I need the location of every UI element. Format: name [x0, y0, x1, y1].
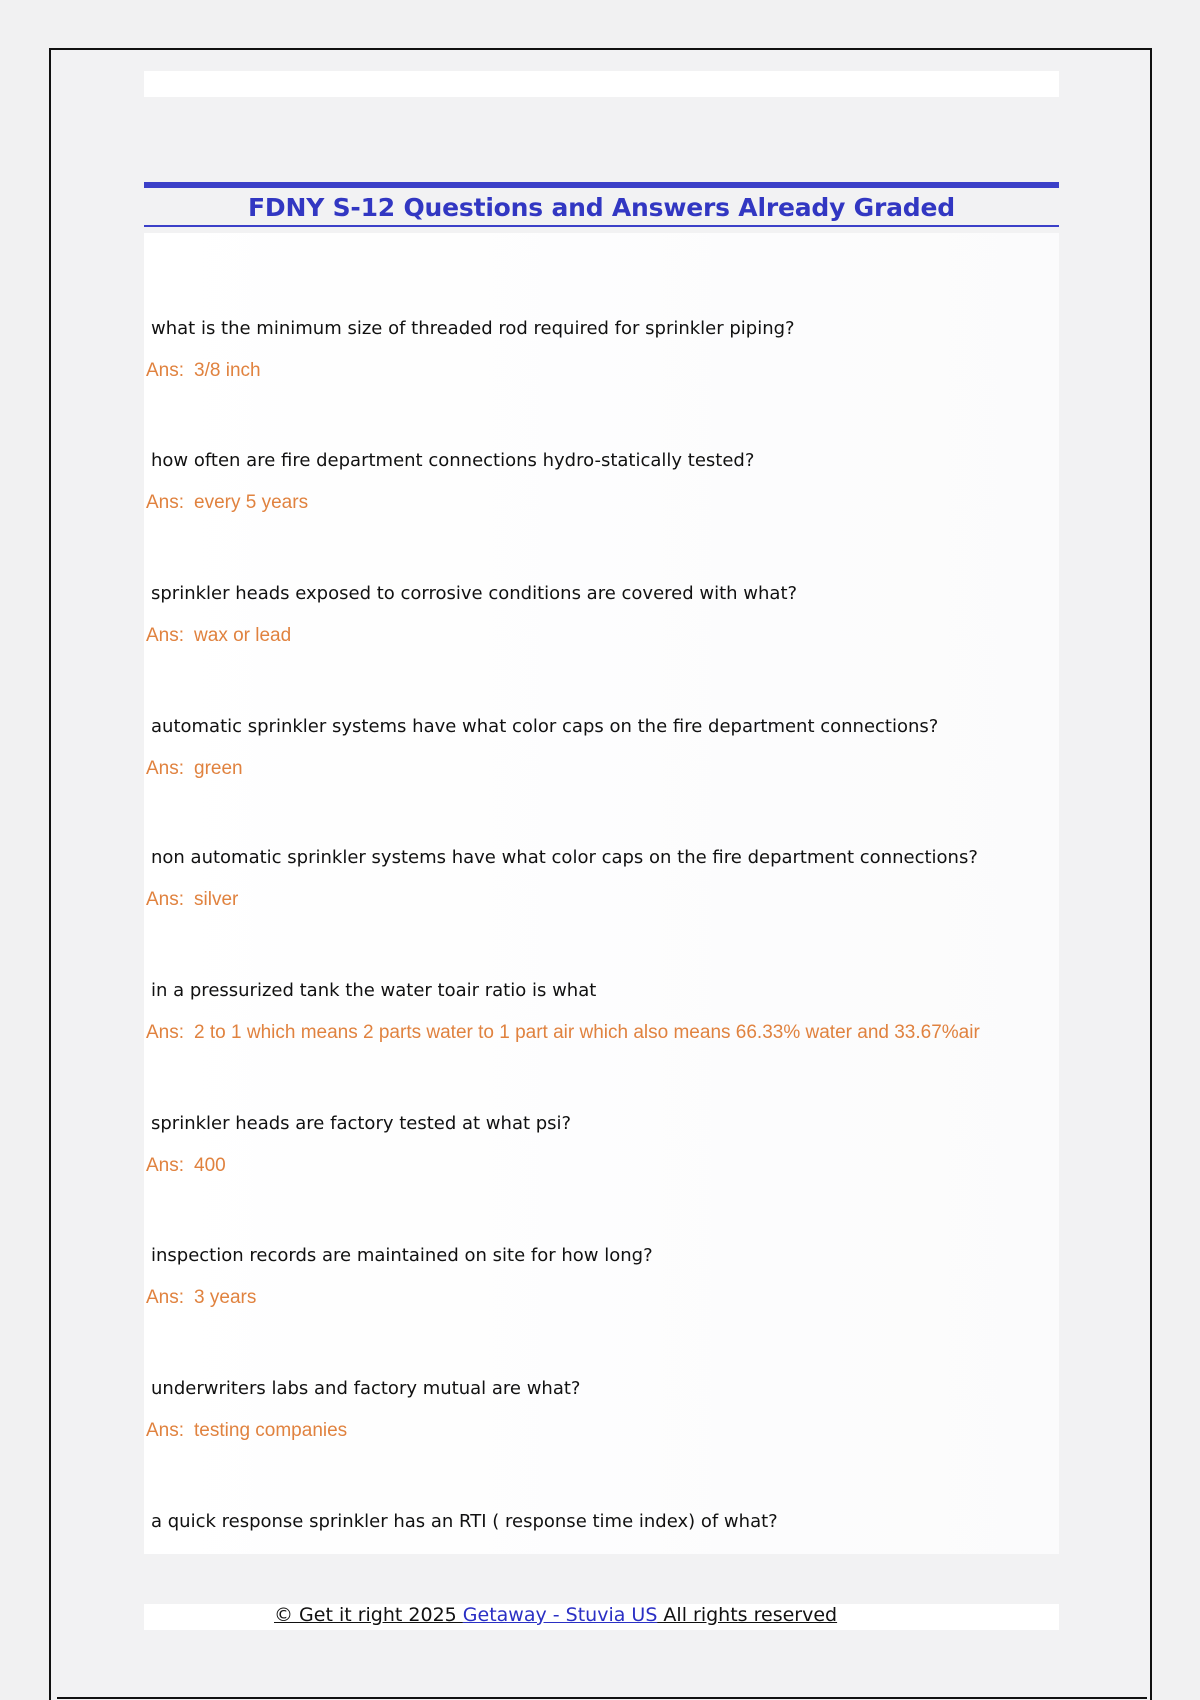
answer-line — [146, 1022, 980, 1044]
answer-label: Ans: — [146, 625, 185, 646]
question-text: inspection records are maintained on site for how long? — [151, 1245, 653, 1266]
answer-label: Ans: — [146, 1420, 185, 1441]
answer-label: Ans: — [146, 492, 185, 513]
answer-text: 3/8 inch — [194, 360, 261, 381]
answer-label: Ans: — [146, 360, 185, 381]
answer-text: testing companies — [194, 1420, 348, 1441]
answer-label: Ans: — [146, 889, 185, 910]
question-text: sprinkler heads exposed to corrosive conditions are covered with what? — [151, 583, 798, 604]
answer-text: wax or lead — [194, 625, 292, 646]
answer-line — [146, 1287, 256, 1309]
answer-label: Ans: — [146, 1022, 185, 1043]
header-strip — [144, 71, 1059, 97]
answer-line — [146, 625, 291, 647]
answer-line — [146, 1420, 347, 1442]
answer-text: 400 — [194, 1155, 226, 1176]
question-text: automatic sprinkler systems have what color caps on the fire department connections? — [151, 716, 939, 737]
answer-text: every 5 years — [194, 492, 309, 513]
page-title: FDNY S-12 Questions and Answers Already Graded — [248, 193, 955, 222]
question-text: in a pressurized tank the water toair ratio is what — [151, 980, 597, 1001]
answer-text: 3 years — [194, 1287, 257, 1308]
answer-line — [146, 1155, 226, 1177]
answer-label: Ans: — [146, 1287, 185, 1308]
answer-text: 2 to 1 which means 2 parts water to 1 part air which also means 66.33% water and 33.67%air — [194, 1022, 980, 1043]
footer-copyright — [274, 1604, 837, 1626]
answer-text: silver — [194, 889, 239, 910]
answer-text: green — [194, 758, 243, 779]
question-text: what is the minimum size of threaded rod required for sprinkler piping? — [151, 318, 795, 339]
question-text: sprinkler heads are factory tested at what psi? — [151, 1113, 572, 1134]
question-text: a quick response sprinkler has an RTI ( response time index) of what? — [151, 1511, 778, 1532]
question-text: non automatic sprinkler systems have what color caps on the fire department connections? — [151, 847, 978, 868]
page-bottom-rule — [57, 1697, 1147, 1699]
answer-line — [146, 492, 308, 514]
question-text: underwriters labs and factory mutual are what? — [151, 1378, 581, 1399]
qa-list — [144, 233, 1059, 1554]
footer-prefix: © Get it right 2025 — [274, 1604, 463, 1626]
answer-label: Ans: — [146, 758, 185, 779]
answer-line — [146, 360, 261, 382]
footer-suffix: All rights reserved — [657, 1604, 838, 1626]
answer-line — [146, 889, 238, 911]
question-text: how often are fire department connections hydro-statically tested? — [151, 450, 755, 471]
answer-line — [146, 758, 243, 780]
answer-label: Ans: — [146, 1155, 185, 1176]
footer-link[interactable]: Getaway - Stuvia US — [462, 1604, 658, 1626]
title-band — [144, 182, 1059, 227]
